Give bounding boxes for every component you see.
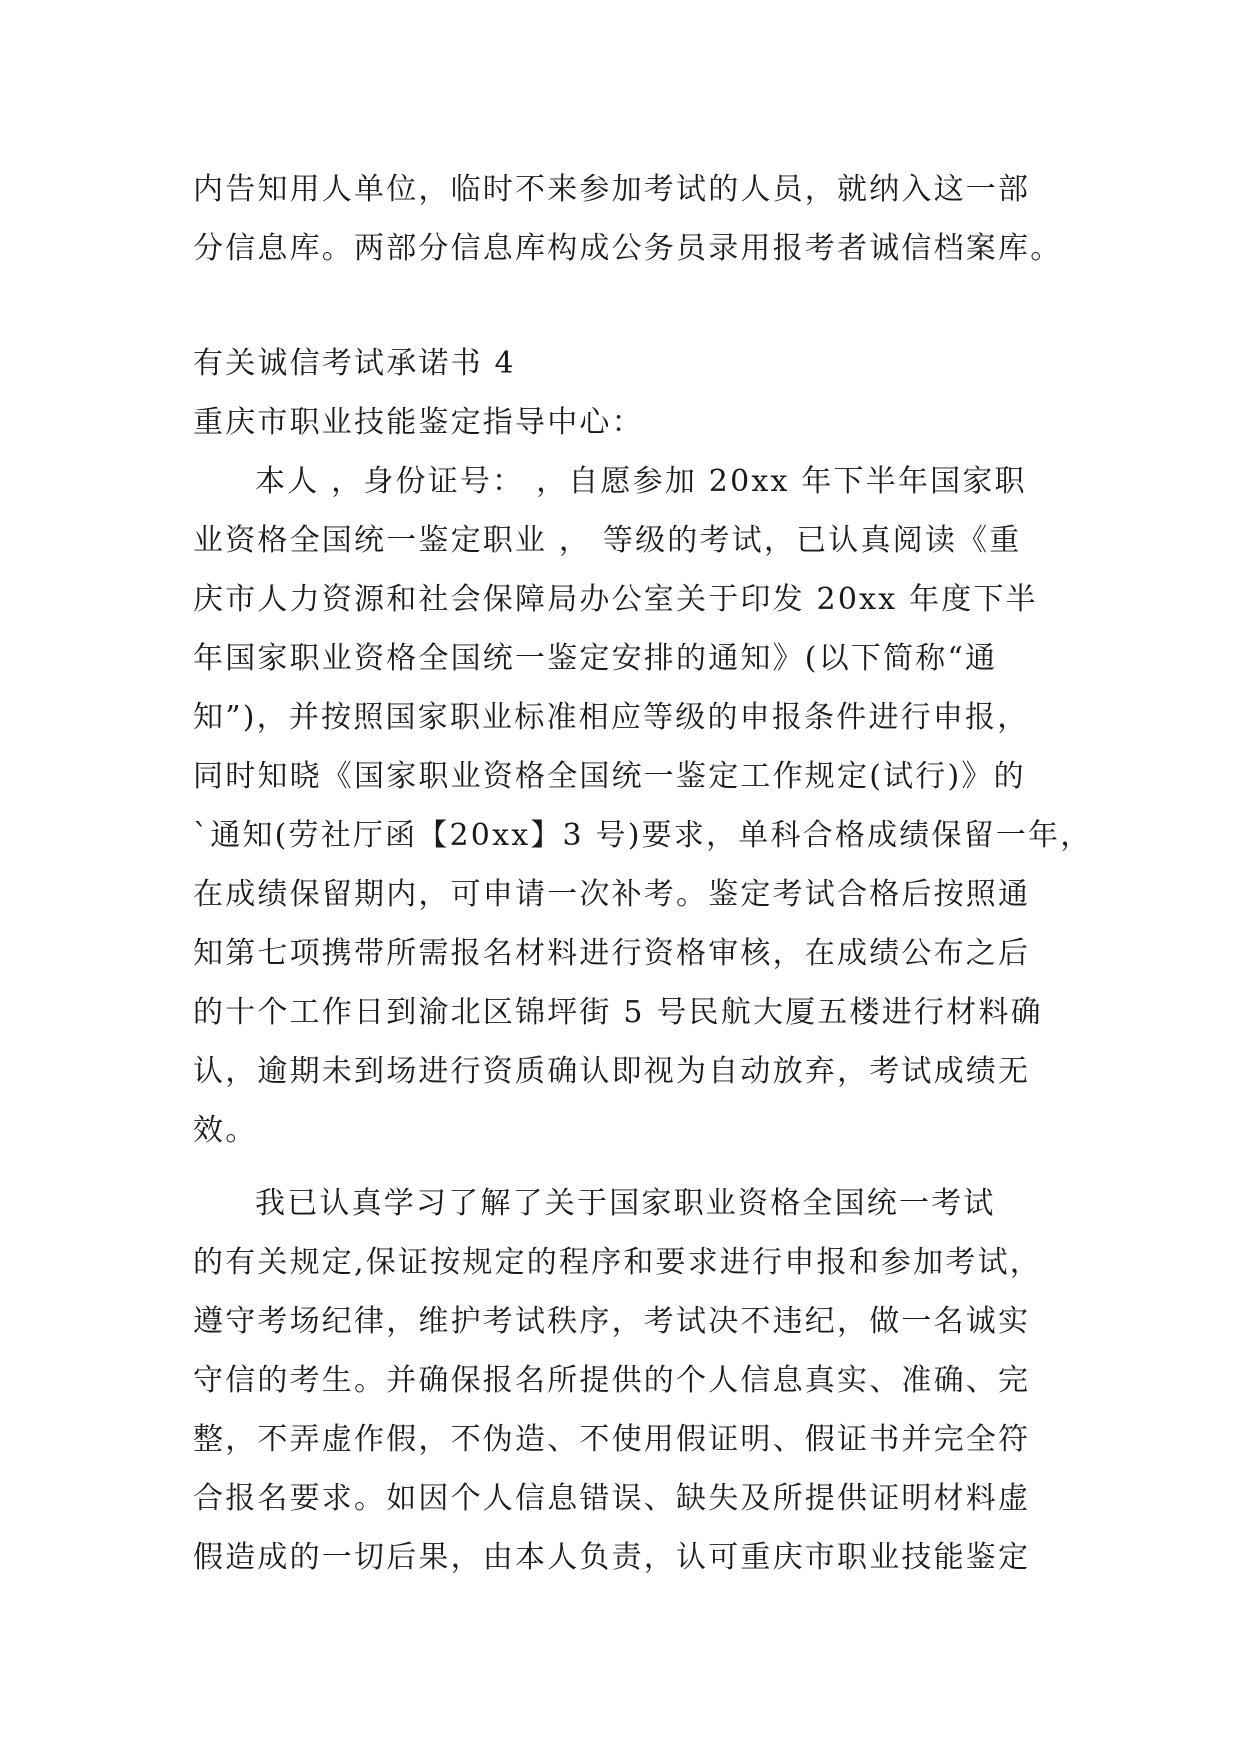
text-line: 庆市人力资源和社会保障局办公室关于印发 20xx 年度下半 [193, 582, 1038, 617]
text-line: 本人 ，身份证号： ，自愿参加 20xx 年下半年国家职 [255, 464, 1027, 499]
document-page [193, 160, 1093, 1587]
text-line: 同时知晓《国家职业资格全国统一鉴定工作规定(试行)》的 [193, 759, 1026, 794]
text-line: 分信息库。两部分信息库构成公务员录用报考者诚信档案库。 [193, 231, 1063, 266]
paragraph-1 [193, 452, 1093, 1160]
spacer [193, 1160, 1063, 1174]
text-line: 整，不弄虚作假，不伪造、不使用假证明、假证书并完全符 [193, 1422, 1031, 1457]
text-line: 认，逾期未到场进行资质确认即视为自动放弃，考试成绩无 [193, 1054, 1031, 1089]
text-line: `通知(劳社厅函【20xx】3 号)要求，单科合格成绩保留一年， [193, 818, 1093, 853]
text-line: 遵守考场纪律，维护考试秩序，考试决不违纪，做一名诚实 [193, 1304, 1031, 1339]
paragraph-2 [193, 1174, 1063, 1587]
text-line: 年国家职业资格全国统一鉴定安排的通知》(以下简称“通 [193, 641, 998, 676]
text-line: 合报名要求。如因个人信息错误、缺失及所提供证明材料虚 [193, 1481, 1031, 1516]
text-line: 守信的考生。并确保报名所提供的个人信息真实、准确、完 [193, 1363, 1031, 1398]
text-line: 的十个工作日到渝北区锦坪街 5 号民航大厦五楼进行材料确 [193, 995, 1043, 1030]
text-line: 知”)，并按照国家职业标准相应等级的申报条件进行申报， [193, 700, 1030, 735]
spacer [193, 278, 1063, 334]
text-line: 假造成的一切后果，由本人负责，认可重庆市职业技能鉴定 [193, 1540, 1031, 1575]
text-line: 效。 [193, 1113, 258, 1148]
intro-paragraph [193, 160, 1063, 278]
text-line: 的有关规定,保证按规定的程序和要求进行申报和参加考试， [193, 1245, 1042, 1280]
text-line: 我已认真学习了解了关于国家职业资格全国统一考试 [255, 1186, 996, 1221]
section-title: 有关诚信考试承诺书 4 [193, 346, 516, 381]
addressee: 重庆市职业技能鉴定指导中心： [193, 405, 644, 440]
text-line: 知第七项携带所需报名材料进行资格审核，在成绩公布之后 [193, 936, 1031, 971]
text-line: 业资格全国统一鉴定职业 ， 等级的考试，已认真阅读《重 [193, 523, 1022, 558]
text-line: 在成绩保留期内，可申请一次补考。鉴定考试合格后按照通 [193, 877, 1031, 912]
text-line: 内告知用人单位，临时不来参加考试的人员，就纳入这一部 [193, 172, 1031, 207]
